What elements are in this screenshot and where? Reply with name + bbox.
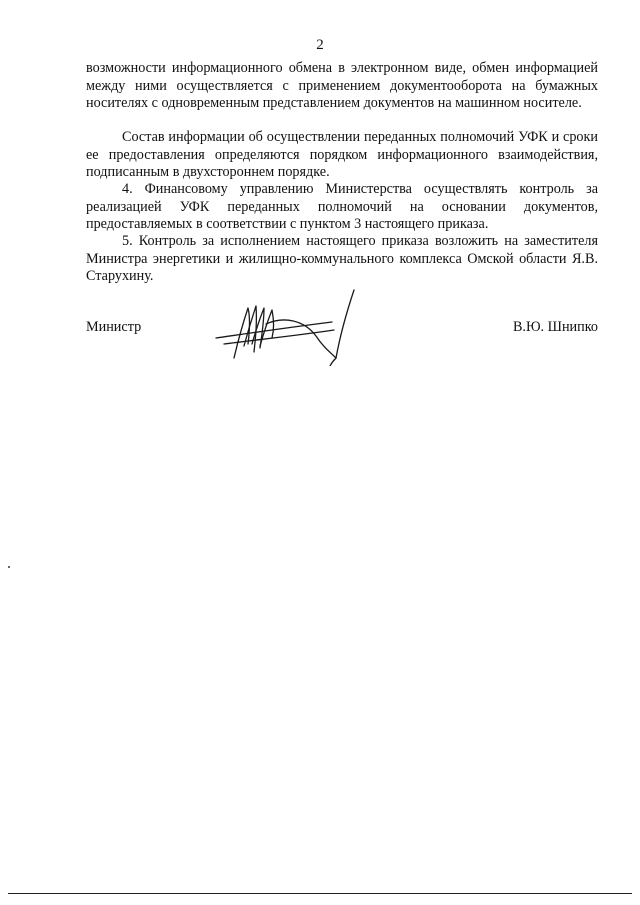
signatory-title: Министр: [86, 319, 142, 335]
paragraph-information-composition: Состав информации об осуществлении переданных полномочий УФК и сроки ее предоставления определяются порядком информационного взаимодействия, подписанным в двухстороннем порядке.: [86, 129, 598, 181]
page-number: 2: [316, 37, 324, 53]
page-bottom-border: [8, 893, 632, 894]
paragraph-exchange-continuation: возможности информационного обмена в электронном виде, обмен информацией между ними осуществляется с применением документооборота на бумажных носителях с одновременным представлением документов на машинном носителе.: [86, 60, 598, 112]
paragraph-item-4-control: 4. Финансовому управлению Министерства осуществлять контроль за реализацией УФК переданных полномочий на основании документов, предоставляемых в соответствии с пунктом 3 настоящего приказа.: [86, 181, 598, 233]
handwritten-signature: [204, 286, 364, 366]
scan-artifact-dot: [8, 566, 10, 568]
paragraph-item-5-responsibility: 5. Контроль за исполнением настоящего приказа возложить на заместителя Министра энергетики и жилищно-коммунального комплекса Омской области Я.В. Старухину.: [86, 233, 598, 285]
signatory-name: В.Ю. Шнипко: [512, 319, 598, 335]
